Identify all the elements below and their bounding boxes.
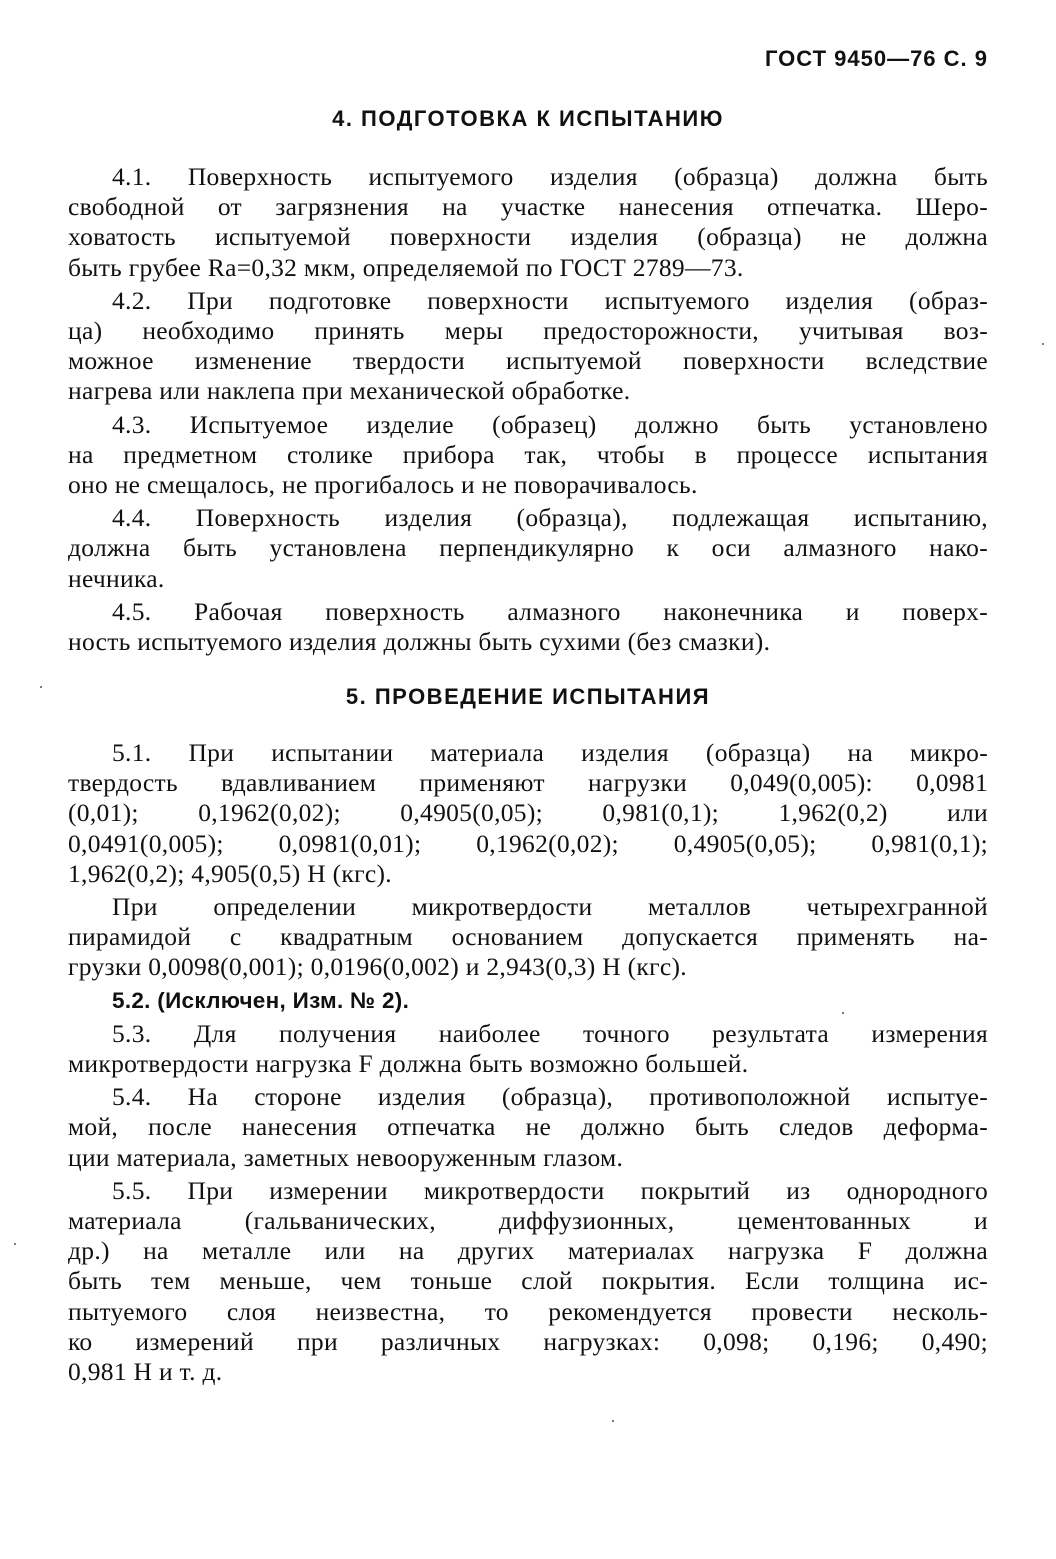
text-line: быть тем меньше, чем тоньше слой покрытия. Если толщина ис- (68, 1266, 988, 1296)
paragraph-5-1-loads (68, 892, 988, 983)
text-line: ции материала, заметных невооруженным глазом. (68, 1142, 624, 1172)
text-line: мой, после нанесения отпечатка не должно быть следов деформа- (68, 1112, 988, 1142)
paragraph-5-1 (68, 738, 988, 889)
text-line: 0,981 Н и т. д. (68, 1357, 223, 1387)
text-line: свободной от загрязнения на участке нанесения отпечатка. Шеро- (68, 192, 988, 222)
running-header: ГОСТ 9450—76 С. 9 (764, 46, 988, 71)
text-line: пытуемого слоя неизвестна, то рекомендуется провести несколь- (68, 1296, 988, 1326)
text-line: твердость вдавливанием применяют нагрузки 0,049(0,005): 0,0981 (68, 768, 988, 798)
paragraph-4-5 (68, 597, 988, 657)
paragraph-5-3 (68, 1019, 988, 1079)
text-line: При определении микротвердости металлов четырехгранной (112, 892, 988, 922)
text-line: нечника. (68, 563, 165, 593)
scan-speck (1042, 343, 1044, 345)
text-line: 5.2. (Исключен, Изм. № 2). (112, 987, 410, 1013)
paragraph-4-4 (68, 503, 988, 594)
paragraph-4-2 (68, 286, 988, 407)
text-line: 0,0491(0,005); 0,0981(0,01); 0,1962(0,02); 0,4905(0,05); 0,981(0,1); (68, 828, 988, 858)
paragraph-5-4 (68, 1082, 988, 1173)
text-line: 4.3. Испытуемое изделие (образец) должно быть установлено (112, 409, 988, 439)
text-line: 1,962(0,2); 4,905(0,5) Н (кгс). (68, 858, 392, 888)
text-line: на предметном столике прибора так, чтобы в процессе испытания (68, 439, 988, 469)
text-line: 4.5. Рабочая поверхность алмазного наконечника и поверх- (112, 596, 988, 626)
text-line: ца) необходимо принять меры предосторожности, учитывая воз- (68, 316, 988, 346)
scan-speck (14, 1243, 16, 1245)
text-line: 5.1. При испытании материала изделия (образца) на микро- (112, 738, 988, 767)
text-line: нагрева или наклепа при механической обработке. (68, 376, 631, 406)
text-line: микротвердости нагрузка F должна быть возможно большей. (68, 1049, 749, 1079)
text-line: 5.5. При измерении микротвердости покрытий из однородного (112, 1175, 988, 1205)
section-4-body (68, 162, 988, 660)
text-line: ность испытуемого изделия должны быть сухими (без смазки). (68, 627, 771, 657)
section-5-heading: 5. ПРОВЕДЕНИЕ ИСПЫТАНИЯ (345, 684, 711, 709)
paragraph-4-1 (68, 162, 988, 283)
text-line: 4.1. Поверхность испытуемого изделия (образца) должна быть (112, 162, 988, 191)
text-line: (0,01); 0,1962(0,02); 0,4905(0,05); 0,981(0,1); 1,962(0,2) или (68, 798, 988, 828)
paragraph-5-2-excluded (68, 986, 988, 1016)
paragraph-4-3 (68, 410, 988, 501)
text-line: оно не смещалось, не прогибалось и не поворачивалось. (68, 470, 698, 500)
text-line: ко измерений при различных нагрузках: 0,098; 0,196; 0,490; (68, 1326, 988, 1356)
text-line: 4.2. При подготовке поверхности испытуемого изделия (образ- (112, 285, 988, 315)
text-line: грузки 0,0098(0,001); 0,0196(0,002) и 2,943(0,3) Н (кгс). (68, 952, 687, 982)
text-line: быть грубее Ra=0,32 мкм, определяемой по ГОСТ 2789—73. (68, 252, 744, 282)
text-line: материала (гальванических, диффузионных, цементованных и (68, 1206, 988, 1236)
text-line: др.) на металле или на других материалах нагрузка F должна (68, 1236, 988, 1266)
section-5-body (68, 738, 988, 1390)
text-line: 5.3. Для получения наиболее точного результата измерения (112, 1018, 988, 1048)
text-line: ховатость испытуемой поверхности изделия (образца) не должна (68, 222, 988, 252)
text-line: должна быть установлена перпендикулярно к оси алмазного нако- (68, 533, 988, 563)
scan-speck (612, 1420, 614, 1422)
text-line: можное изменение твердости испытуемой поверхности вследствие (68, 346, 988, 376)
text-line: 5.4. На стороне изделия (образца), противоположной испытуе- (112, 1082, 988, 1112)
text-line: 4.4. Поверхность изделия (образца), подлежащая испытанию, (112, 503, 988, 533)
scan-speck (842, 1012, 844, 1014)
scan-speck (40, 686, 42, 688)
paragraph-5-5 (68, 1176, 988, 1387)
text-line: пирамидой с квадратным основанием допускается применять на- (68, 922, 988, 952)
section-4-heading: 4. ПОДГОТОВКА К ИСПЫТАНИЮ (332, 106, 724, 131)
